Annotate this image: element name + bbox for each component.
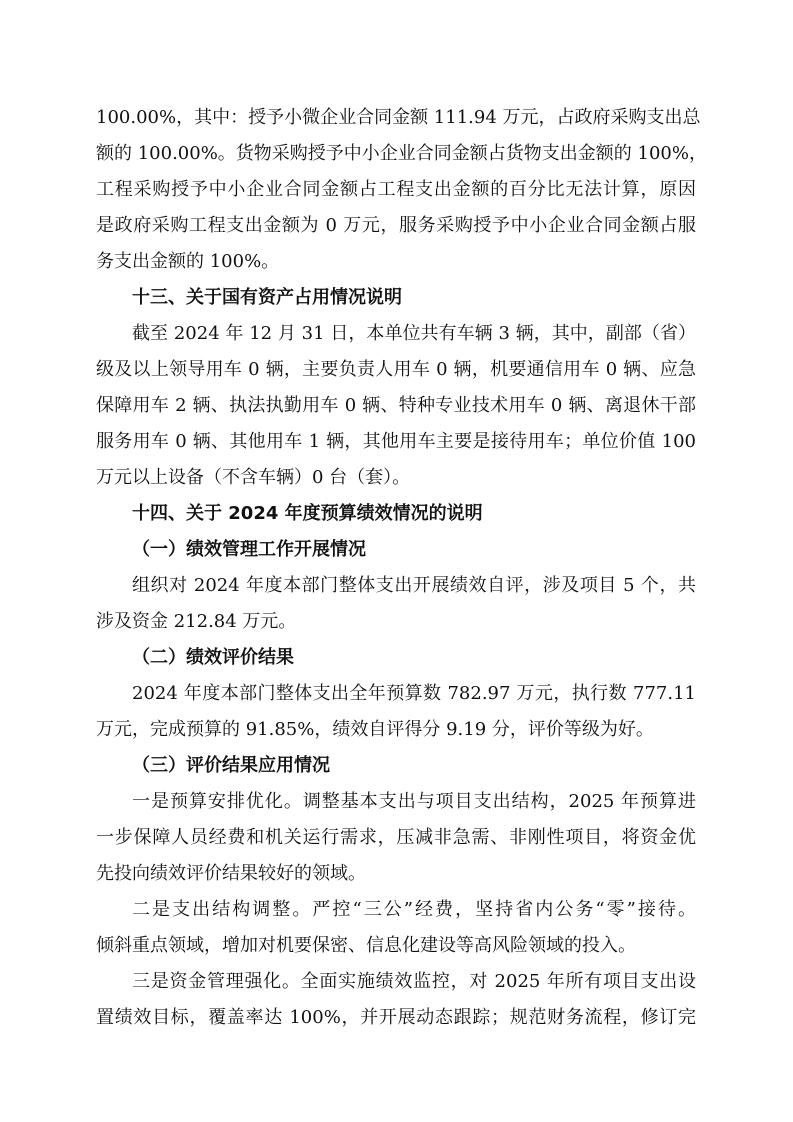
paragraph-line: 涉及资金 212.84 万元。 — [96, 611, 297, 632]
section-heading-13: 十三、关于国有资产占用情况说明 — [132, 287, 402, 308]
paragraph-line: 倾斜重点领域，增加对机要保密、信息化建设等高风险领域的投入。 — [96, 935, 636, 956]
paragraph-line: 万元，完成预算的 91.85%，绩效自评得分 9.19 分，评价等级为好。 — [96, 719, 654, 740]
paragraph-line: 工程采购授予中小企业合同金额占工程支出金额的百分比无法计算，原因 — [96, 179, 696, 200]
subheading-1: （一）绩效管理工作开展情况 — [132, 539, 366, 560]
paragraph-line: 万元以上设备（不含车辆）0 台（套）。 — [96, 467, 411, 488]
subheading-3: （三）评价结果应用情况 — [132, 755, 330, 776]
paragraph-line: 组织对 2024 年度本部门整体支出开展绩效自评，涉及项目 5 个，共 — [132, 575, 696, 596]
paragraph-line: 先投向绩效评价结果较好的领域。 — [96, 863, 366, 884]
paragraph-line: 2024 年度本部门整体支出全年预算数 782.97 万元，执行数 777.11 — [132, 683, 696, 704]
paragraph-line: 保障用车 2 辆、执法执勤用车 0 辆、特种专业技术用车 0 辆、离退休干部 — [96, 395, 696, 416]
paragraph-line: 置绩效目标，覆盖率达 100%，并开展动态跟踪；规范财务流程，修订完 — [96, 1007, 696, 1028]
paragraph-line: 一是预算安排优化。调整基本支出与项目支出结构，2025 年预算进 — [132, 791, 696, 812]
subheading-2: （二）绩效评价结果 — [132, 647, 294, 668]
paragraph-line: 截至 2024 年 12 月 31 日，本单位共有车辆 3 辆，其中，副部（省） — [132, 323, 696, 344]
section-heading-14: 十四、关于 2024 年度预算绩效情况的说明 — [132, 503, 483, 524]
paragraph-line: 额的 100.00%。货物采购授予中小企业合同金额占货物支出金额的 100%， — [96, 143, 707, 164]
paragraph-line: 是政府采购工程支出金额为 0 万元，服务采购授予中小企业合同金额占服 — [96, 215, 696, 236]
paragraph-line: 100.00%，其中：授予小微企业合同金额 111.94 万元，占政府采购支出总 — [96, 107, 701, 128]
paragraph-line: 一步保障人员经费和机关运行需求，压减非急需、非刚性项目，将资金优 — [96, 827, 696, 848]
paragraph-line: 务支出金额的 100%。 — [96, 251, 280, 272]
paragraph-line: 二是支出结构调整。严控“三公”经费，坚持省内公务“零”接待。 — [132, 899, 696, 920]
paragraph-line: 级及以上领导用车 0 辆，主要负责人用车 0 辆，机要通信用车 0 辆、应急 — [96, 359, 696, 380]
paragraph-line: 三是资金管理强化。全面实施绩效监控，对 2025 年所有项目支出设 — [132, 971, 696, 992]
paragraph-line: 服务用车 0 辆、其他用车 1 辆，其他用车主要是接待用车；单位价值 100 — [96, 431, 696, 452]
